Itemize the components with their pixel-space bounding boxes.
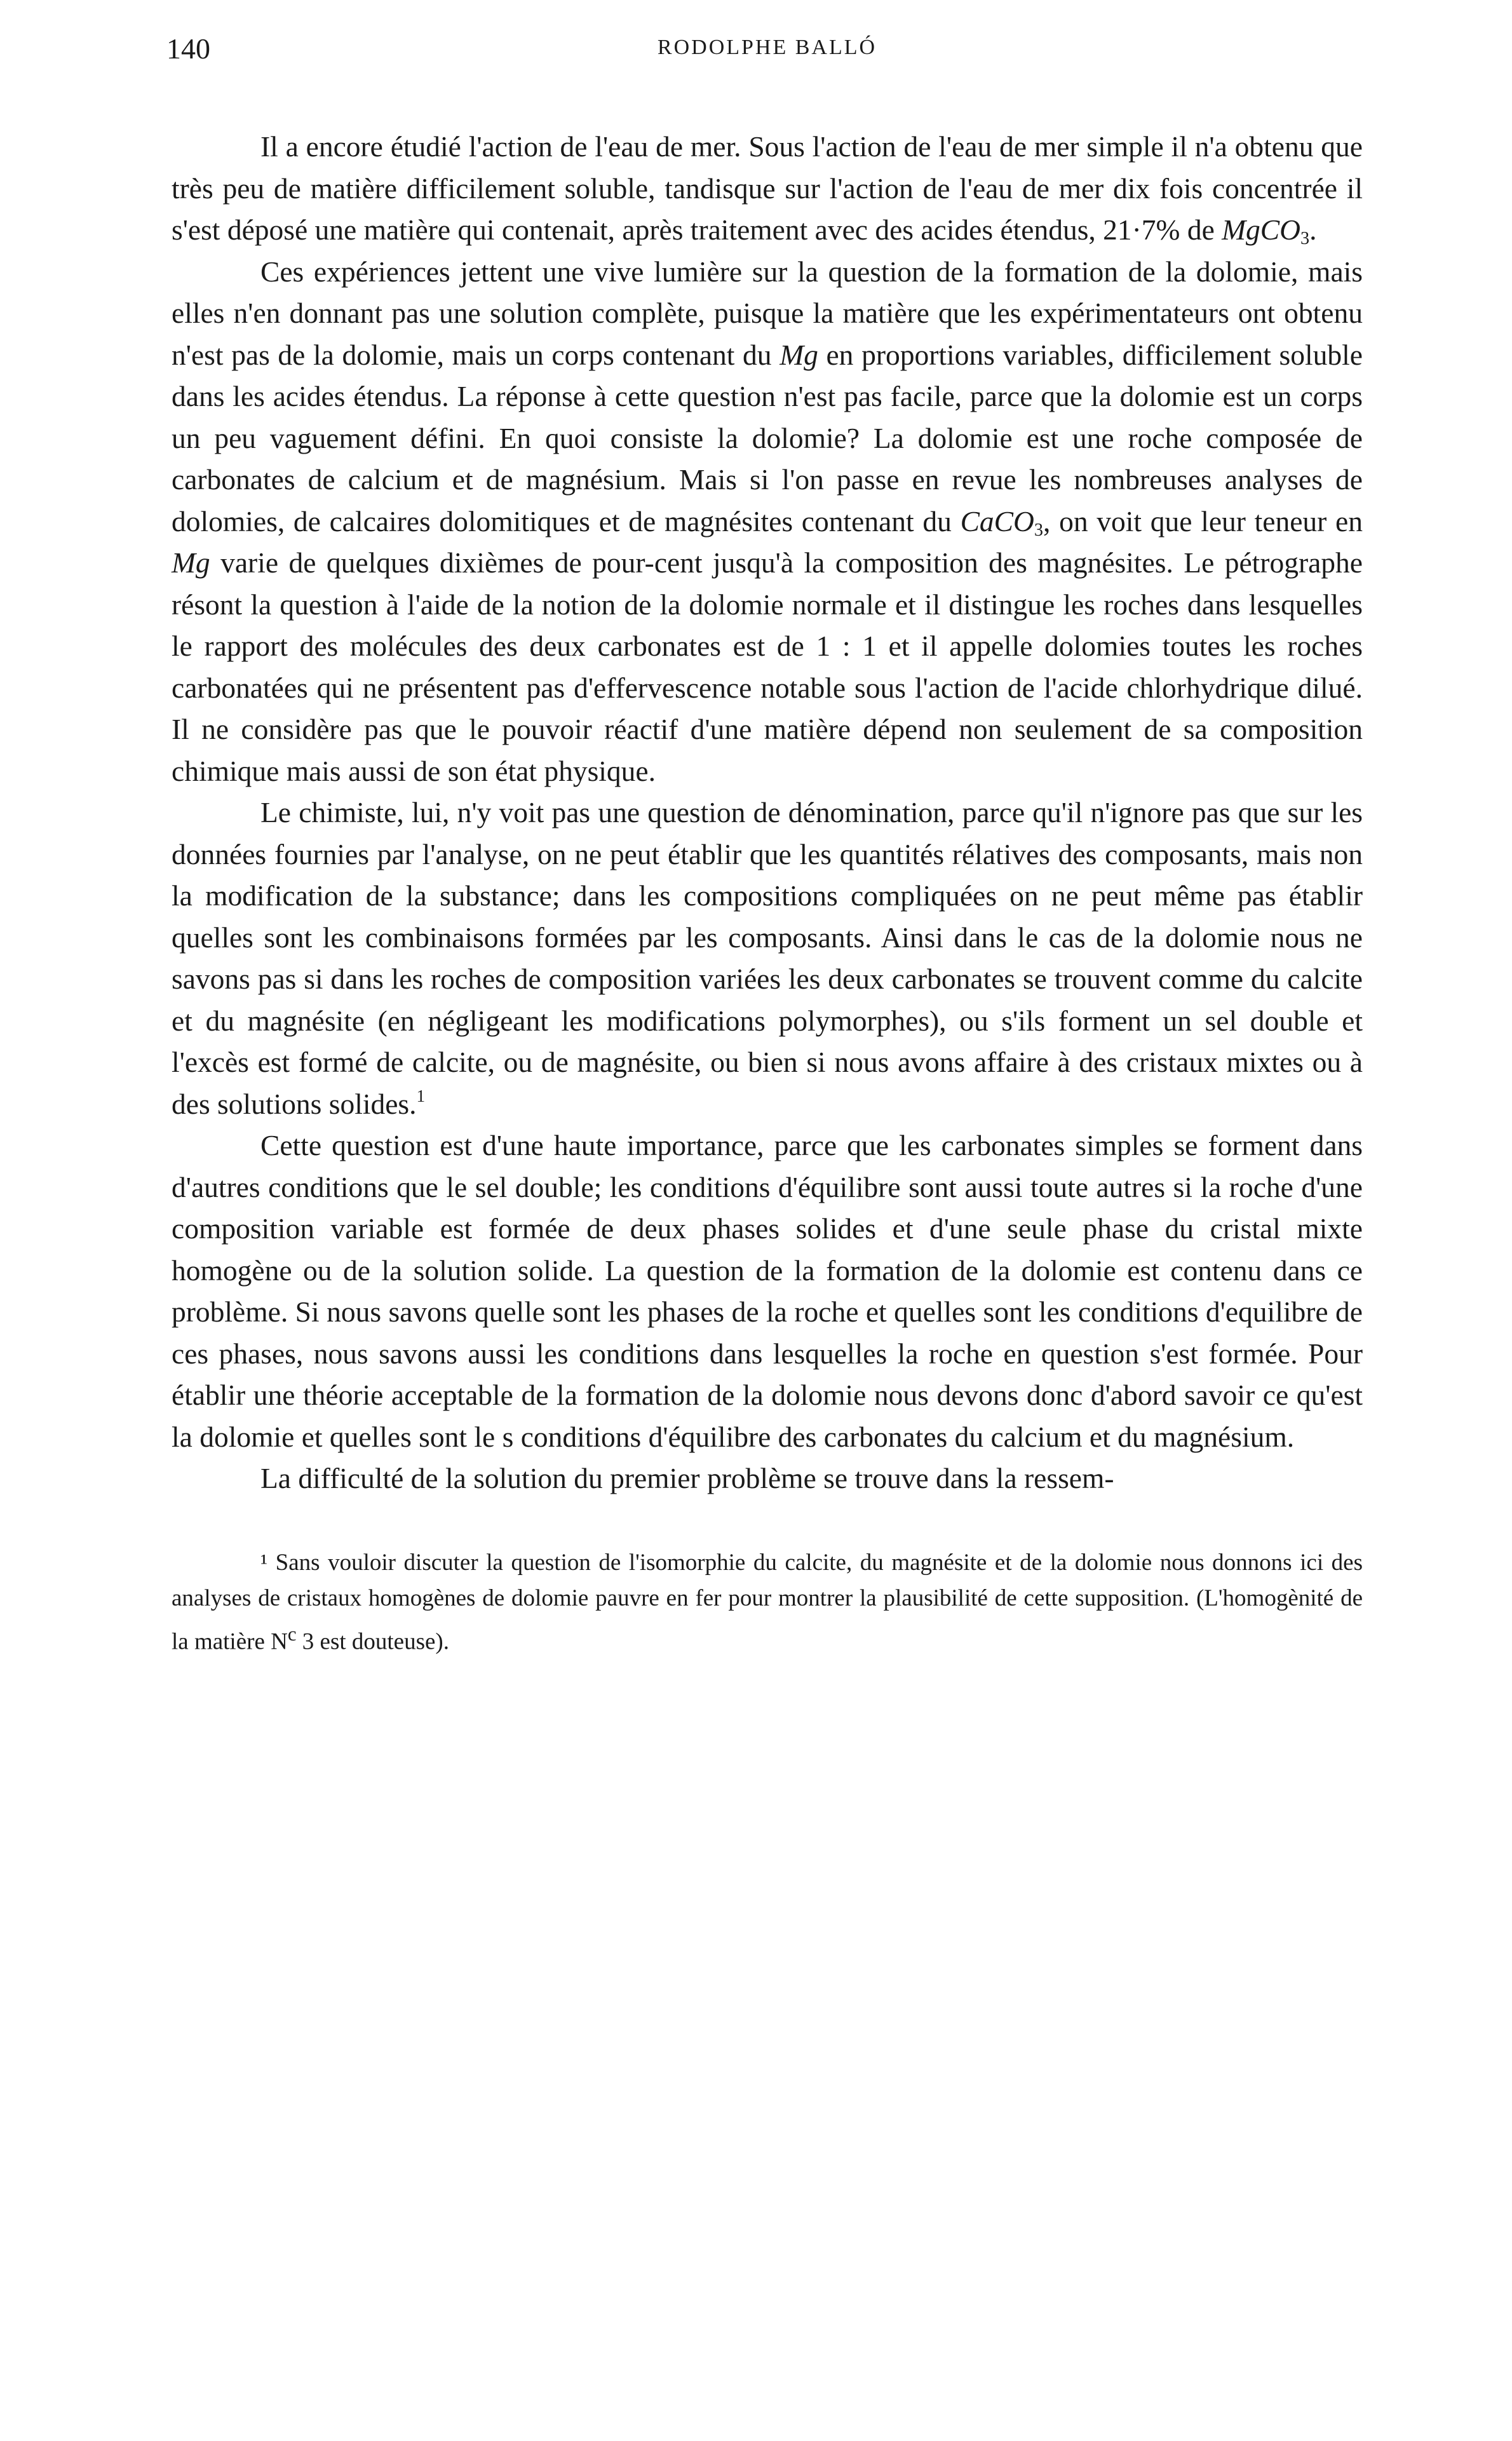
footnotes [172,1545,1363,1660]
formula-caco3: CaCO [960,504,1034,538]
page-number: 140 [166,32,210,65]
running-head [166,25,1363,83]
footnote-text: Sans vouloir discuter la question de l'isomorphie du calcite, du magnésite et de la dolomie nous donnons ici des analyses de cristaux homogènes de dolomie pauvre en fer pour montrer la plausibilité de cette supposition. (L'homogènité de la matière N [172,1549,1363,1654]
paragraph-2-text-d: varie de quelques dixièmes de pour-cent jusqu'à la composition des magnésites. Le pétrographe résont la question à l'aide de la notion de la dolomie normale et il distingue les roches dans lesquelles le rapport des molécules des deux carbonates est de 1 : 1 et il appelle dolomies toutes les roches carbonatées qui ne présentent pas d'effervescence notable sous l'action de l'acide chlorhydrique dilué. Il ne considère pas que le pouvoir réactif d'une matière dépend non seulement de sa composition chimique mais aussi de son état physique. [172,546,1363,787]
formula-mg: Mg [172,546,210,579]
paragraph-3-text: Le chimiste, lui, n'y voit pas une question de dénomination, parce qu'il n'ignore pas que sur les données fournies par l'analyse, on ne peut établir que les quantités rélatives des composants, mais non la modification de la substance; dans les compositions compliquées on ne peut même pas établir quelles sont les combinaisons formées par les composants. Ainsi dans le cas de la dolomie nous ne savons pas si dans les roches de composition variées les deux carbonates se trouvent comme du calcite et du magnésite (en négligeant les modifications polymorphes), ou s'ils forment un sel double et l'excès est formé de calcite, ou de magnésite, ou bien si nous avons affaire à des cristaux mixtes ou à des solutions solides. [172,796,1363,1120]
footnote-superscript: c [287,1623,297,1645]
page [166,25,1363,1660]
footnote-text-end: 3 est douteuse). [296,1628,449,1654]
paragraph-1 [172,126,1363,251]
paragraph-1-end: . [1309,213,1317,246]
paragraph-4: Cette question est d'une haute importance, parce que les carbonates simples se forment dans d'autres conditions que le sel double; les conditions d'équilibre sont aussi toute autres si la roche d'une composition variable est formée de deux phases solides et d'une seule phase du cristal mixte homogène ou de la solution solide. La question de la formation de la dolomie est contenu dans ce problème. Si nous savons quelle sont les phases de la roche et quelles sont les conditions d'equilibre de ces phases, nous savons aussi les conditions dans lesquelles la roche en question s'est formée. Pour établir une théorie acceptable de la formation de la dolomie nous devons donc d'abord savoir ce qu'est la dolomie et quelles sont le s conditions d'équilibre des carbonates du calcium et du magnésium. [172,1129,1363,1453]
formula-subscript: 3 [1034,520,1043,540]
paragraph-2-text-b: en proportions variables, difficilement soluble dans les acides étendus. La réponse à cette question n'est pas facile, parce que la dolomie est un corps un peu vaguement défini. En quoi consiste la dolomie? La dolomie est une roche composée de carbonates de calcium et de magnésium. Mais si l'on passe en revue les nombreuses analyses de dolomies, de calcaires dolomitiques et de magnésites contenant du [172,338,1363,538]
paragraph-2 [172,251,1363,792]
paragraph-1-text: Il a encore étudié l'action de l'eau de mer. Sous l'action de l'eau de mer simple il n'a obtenu que très peu de matière difficilement soluble, tandisque sur l'action de l'eau de mer dix fois concentrée il s'est déposé une matière qui contenait, après traitement avec des acides étendus, 21·7% de [172,130,1363,246]
footnote-reference[interactable]: 1 [416,1086,426,1106]
paragraph-2-text-a: Ces expériences jettent une vive lumière sur la question de la formation de la dolomie, mais elles n'en donnant pas une solution complète, puisque la matière que les expérimentateurs ont obtenu n'est pas de la dolomie, mais un corps contenant du [172,255,1363,371]
formula-mgco3: MgCO [1222,213,1301,246]
footnote-marker: ¹ [260,1549,268,1576]
footnote-1 [172,1545,1363,1660]
paragraph-2-text-c: , on voit que leur teneur en [1043,504,1363,538]
formula-subscript: 3 [1300,229,1310,249]
formula-mg: Mg [780,338,818,371]
paragraph-3 [172,792,1363,1125]
paragraph-5: La difficulté de la solution du premier problème se trouve dans la ressem- [260,1462,1114,1494]
running-title: RODOLPHE BALLÓ [657,36,877,59]
body-text [172,126,1363,1499]
